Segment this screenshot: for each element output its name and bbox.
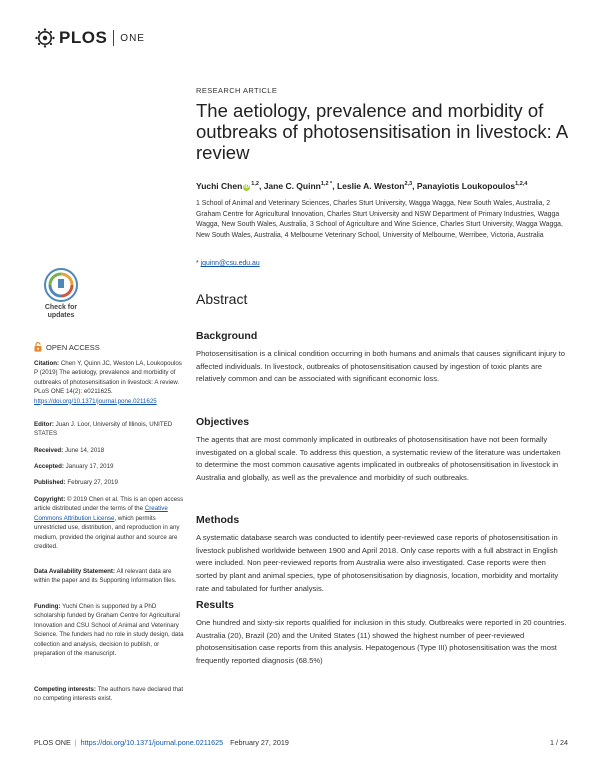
- section-text-objectives: The agents that are most commonly implicated in outbreaks of photosensitisation have not been formally investigated on a global scale. To address this question, a systematic review of the literature was undertaken to determine the most common causative agents implicated in outbreaks of photosensitisation in livestock in Australia and globally, as well as the prevalence and morbidity of such outbreaks.: [196, 435, 561, 483]
- author[interactable]: Jane C. Quinn$^{1,2 *}$,: [263, 181, 335, 191]
- data-availability-block: Data Availability Statement: All relevant data are within the paper and its Supporting Information files.: [34, 568, 177, 585]
- author[interactable]: Leslie A. Weston$^{2,3}$,: [336, 181, 415, 191]
- section-heading-background: Background: [196, 330, 258, 342]
- corresponding-author: * jquinn@csu.edu.au: [196, 260, 260, 267]
- section-heading-methods: Methods: [196, 514, 240, 526]
- author[interactable]: Panayiotis Loukopoulos$^{1,2,4}$: [416, 181, 528, 191]
- abstract-heading: Abstract: [196, 291, 248, 307]
- orcid-icon[interactable]: iD: [244, 184, 250, 190]
- editor-block: Editor: Juan J. Loor, University of Illinois, UNITED STATES: [34, 421, 173, 438]
- footer-doi-link[interactable]: https://doi.org/10.1371/journal.pone.0211625: [80, 737, 224, 747]
- license-link[interactable]: Creative Commons Attribution License: [34, 505, 168, 522]
- open-access-label: OPEN ACCESS: [34, 342, 100, 352]
- page-number: 1 / 24: [550, 737, 568, 747]
- section-text-background: Photosensitisation is a clinical condition occurring in both humans and animals that causes significant injury to affected individuals. In livestock, outbreaks of photosensitisation caused by ingestion of toxic plants are relatively common and can be associated with significant economic loss.: [196, 349, 565, 384]
- competing-interests-block: Competing interests: The authors have declared that no competing interests exist.: [34, 686, 184, 703]
- plos-emblem-icon: [34, 28, 56, 48]
- brand-name: PLOS: [59, 28, 108, 47]
- page-footer: [34, 736, 568, 748]
- affiliations: 1 School of Animal and Veterinary Sciences, Charles Sturt University, Wagga Wagga, New South Wales, Australia, 2 Graham Centre for Agricultural Innovation, Charles Sturt University and NSW Department of Primary Industries, Wagga Wagga, New South Wales, Australia, 3 School of Agriculture and Wine Science, Charles Sturt University, Wagga Wagga, New South Wales, Australia, 4 Melbourne Veterinary School, University of Melbourne, Werribee, Victoria, Australia: [196, 200, 563, 239]
- footer-journal: PLOS ONE: [34, 737, 71, 747]
- citation-block: Citation: Chen Y, Quinn JC, Weston LA, Loukopoulos P (2019) The aetiology, prevalence and morbidity of outbreaks of photosensitisation in livestock: A review. PLoS ONE 14(2): e0211625. https://doi.org/10.1371/journal.pone.0211625: [34, 360, 182, 405]
- section-text-methods: A systematic database search was conducted to identify peer-reviewed case reports of photosensitisation in livestock published worldwide between 1900 and April 2018. Only case reports with a full abstract in English were included. Non peer-reviewed reports from Australia were also investigated. Case reports were then sorted by plant and animal species, type of photosensitisation by diagnosis, location, morbidity and mortality rate and tabulated for further analysis.: [196, 533, 559, 593]
- section-heading-results: Results: [196, 599, 234, 611]
- journal-name: ONE: [120, 32, 145, 44]
- footer-date: February 27, 2019: [230, 737, 289, 747]
- logo-divider: [113, 30, 114, 46]
- funding-block: Funding: Yuchi Chen is supported by a PhD scholarship funded by Graham Centre for Agricultural Innovation and CSU School of Animal and Veterinary Science. The funders had no role in study design, data collection and analysis, decision to publish, or preparation of the manuscript.: [34, 603, 184, 658]
- article-title: The aetiology, prevalence and morbidity of outbreaks of photosensitisation in livestock: A review: [196, 100, 568, 163]
- published-block: Published: February 27, 2019: [34, 479, 118, 486]
- check-updates-icon: [44, 268, 78, 302]
- section-text-results: One hundred and sixty-six reports qualified for inclusion in this study. Outbreaks were reported in 20 countries. Australia (20), Brazil (20) and the United States (11) showed the highest number of peer-reviewed photosensitisation case reports from this analysis. Hepatogenous (Type III) photosensitisation was the most frequently reported diagnosis (68.5%): [196, 618, 567, 666]
- plos-one-logo: [34, 28, 145, 48]
- accepted-block: Accepted: January 17, 2019: [34, 463, 114, 470]
- author[interactable]: Yuchi Chen iD $^{1,2}$,: [196, 181, 262, 191]
- check-for-updates-badge[interactable]: [34, 268, 88, 326]
- article-type: RESEARCH ARTICLE: [196, 86, 278, 95]
- open-lock-icon: [34, 342, 42, 352]
- corresponding-email-link[interactable]: jquinn@csu.edu.au: [200, 260, 260, 267]
- badge-label: Check for updates: [44, 304, 78, 319]
- received-block: Received: June 14, 2018: [34, 447, 105, 454]
- copyright-block: Copyright: © 2019 Chen et al. This is an open access article distributed under the terms of the Creative Commons Attribution License, which permits unrestricted use, distribution, and reproduction in any medium, provided the original author and source are credited.: [34, 496, 184, 551]
- citation-doi-link[interactable]: https://doi.org/10.1371/journal.pone.0211625: [34, 397, 157, 405]
- section-heading-objectives: Objectives: [196, 416, 250, 428]
- author-list: [196, 181, 568, 191]
- footer-separator: |: [74, 737, 77, 747]
